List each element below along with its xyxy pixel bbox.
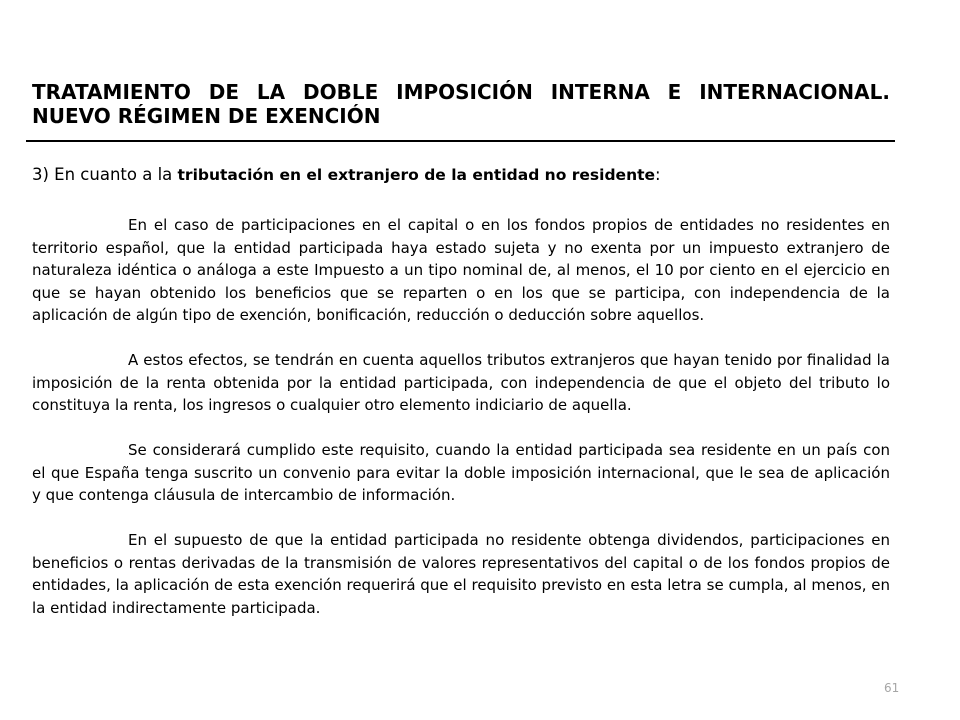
intro-bold-phrase: tributación en el extranjero de la entidad no residente <box>177 166 656 184</box>
body-text <box>32 214 890 642</box>
intro-prefix: 3) En cuanto a la <box>32 165 178 184</box>
paragraph-2: A estos efectos, se tendrán en cuenta aquellos tributos extranjeros que hayan tenido por finalidad la imposición de la renta obtenida por la entidad participada, con independencia de que el objeto del tributo lo constituya la renta, los ingresos o cualquier otro elemento indiciario de aquella. <box>32 351 890 414</box>
intro-heading <box>32 164 892 186</box>
page-number: 61 <box>884 681 900 695</box>
title-line-2: NUEVO RÉGIMEN DE EXENCIÓN <box>32 104 381 128</box>
title-divider <box>26 140 895 142</box>
paragraph-1: En el caso de participaciones en el capital o en los fondos propios de entidades no residentes en territorio español, que la entidad participada haya estado sujeta y no exenta por un impuesto extranjero de naturaleza idéntica o análoga a este Impuesto a un tipo nominal de, al menos, el 10 por ciento en el ejercicio en que se hayan obtenido los beneficios que se reparten o en los que se participa, con independencia de la aplicación de algún tipo de exención, bonificación, reducción o deducción sobre aquellos. <box>32 216 890 324</box>
paragraph-4: En el supuesto de que la entidad participada no residente obtenga dividendos, participaciones en beneficios o rentas derivadas de la transmisión de valores representativos del capital o de los fondos propios de entidades, la aplicación de esta exención requerirá que el requisito previsto en esta letra se cumpla, al menos, en la entidad indirectamente participada. <box>32 531 890 617</box>
slide-title <box>32 80 890 128</box>
paragraph-3: Se considerará cumplido este requisito, cuando la entidad participada sea residente en un país con el que España tenga suscrito un convenio para evitar la doble imposición internacional, que le sea de aplicación y que contenga cláusula de intercambio de información. <box>32 441 890 504</box>
intro-suffix: : <box>655 165 661 184</box>
title-line-1: TRATAMIENTO DE LA DOBLE IMPOSICIÓN INTERNA E INTERNACIONAL. <box>32 80 890 104</box>
